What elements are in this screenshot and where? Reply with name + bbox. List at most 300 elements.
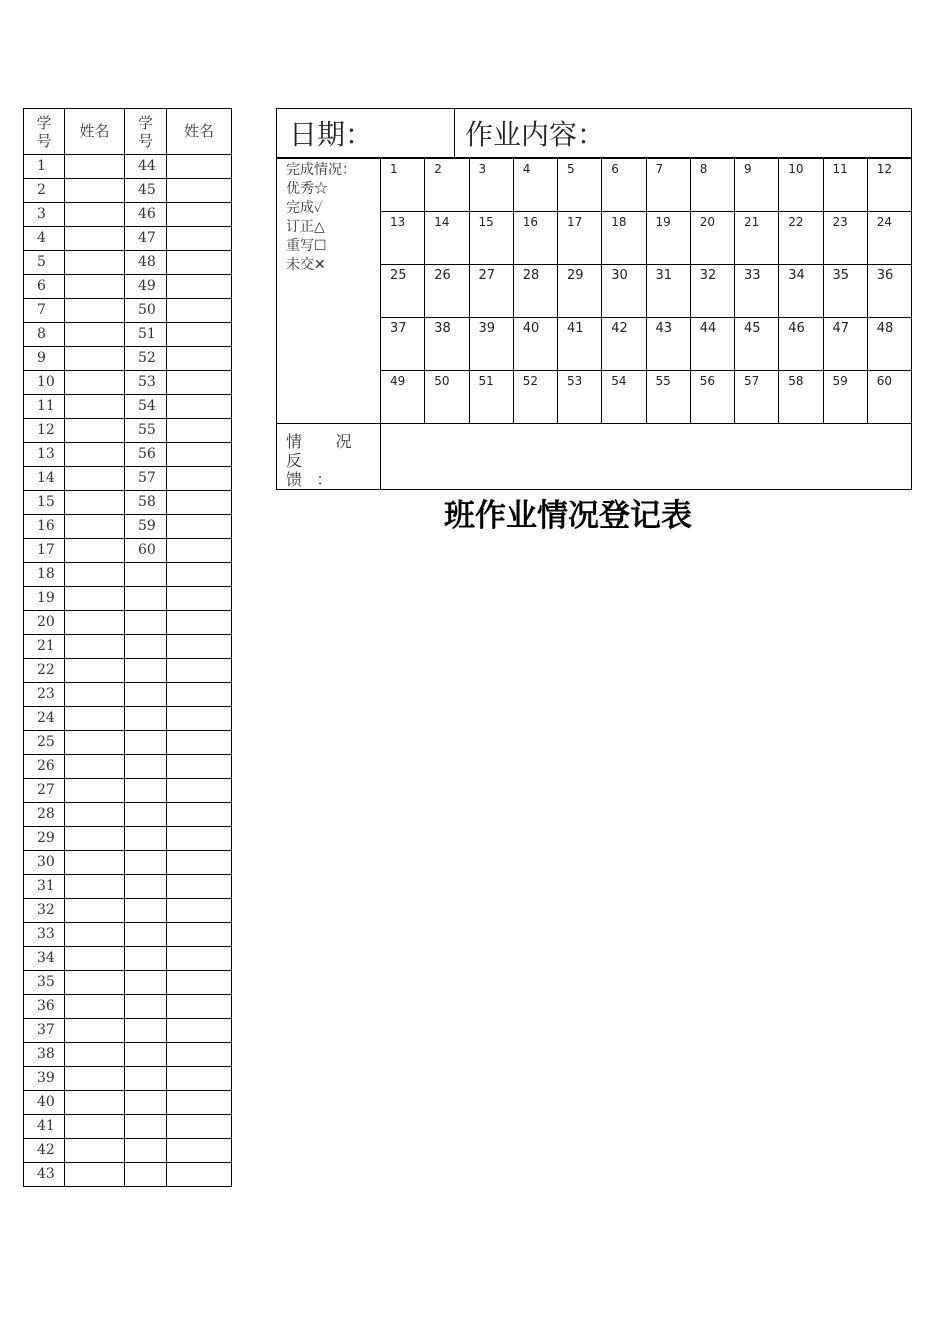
table-row	[24, 779, 232, 803]
student-number-label: 34	[788, 268, 805, 283]
student-name-cell[interactable]	[167, 395, 232, 419]
student-status-cell[interactable]	[381, 371, 425, 424]
student-status-cell[interactable]	[425, 318, 469, 371]
student-name-cell[interactable]	[65, 371, 125, 395]
student-number-cell: 10	[24, 371, 65, 395]
student-number-cell: 35	[24, 971, 65, 995]
student-name-cell[interactable]	[167, 491, 232, 515]
student-name-cell[interactable]	[65, 443, 125, 467]
student-name-cell[interactable]	[65, 971, 125, 995]
student-name-cell[interactable]	[65, 1115, 125, 1139]
student-status-cell[interactable]	[558, 212, 602, 265]
table-row	[24, 1019, 232, 1043]
student-status-cell[interactable]	[646, 159, 690, 212]
table-row	[24, 299, 232, 323]
student-status-cell[interactable]	[602, 318, 646, 371]
student-status-cell[interactable]	[513, 212, 557, 265]
student-name-cell[interactable]	[167, 1163, 232, 1187]
student-status-cell[interactable]	[425, 371, 469, 424]
student-status-cell[interactable]	[381, 318, 425, 371]
student-status-cell[interactable]	[779, 318, 823, 371]
student-number-cell: 22	[24, 659, 65, 683]
student-number-cell: 12	[24, 419, 65, 443]
student-name-cell[interactable]	[167, 659, 232, 683]
table-row	[24, 395, 232, 419]
student-number-label: 53	[567, 374, 583, 388]
student-name-cell[interactable]	[65, 707, 125, 731]
student-name-cell[interactable]	[65, 827, 125, 851]
student-status-cell[interactable]	[867, 265, 911, 318]
student-status-cell[interactable]	[381, 159, 425, 212]
student-number-label: 6	[611, 162, 619, 176]
student-name-cell[interactable]	[167, 1139, 232, 1163]
student-number-label: 8	[699, 162, 708, 176]
student-number-label: 2	[434, 162, 442, 176]
student-status-cell[interactable]	[867, 159, 911, 212]
table-row	[24, 875, 232, 899]
student-name-cell[interactable]	[167, 155, 232, 179]
table-row	[24, 755, 232, 779]
student-name-cell[interactable]	[65, 323, 125, 347]
student-number-label: 5	[567, 162, 575, 176]
student-name-cell[interactable]	[167, 203, 232, 227]
student-name-cell[interactable]	[167, 563, 232, 587]
student-status-cell[interactable]	[513, 159, 557, 212]
student-status-cell[interactable]	[602, 212, 646, 265]
student-number-cell: 59	[125, 515, 167, 539]
student-number-cell: 27	[24, 779, 65, 803]
student-name-cell[interactable]	[65, 515, 125, 539]
completion-grid	[276, 158, 912, 490]
student-number-cell	[125, 947, 167, 971]
table-row	[24, 1139, 232, 1163]
student-status-cell[interactable]	[823, 318, 867, 371]
student-status-cell[interactable]	[646, 265, 690, 318]
student-name-cell[interactable]	[167, 923, 232, 947]
student-name-cell[interactable]	[65, 299, 125, 323]
student-number-cell	[125, 707, 167, 731]
student-number-cell: 8	[24, 323, 65, 347]
table-row	[24, 851, 232, 875]
table-row	[24, 1067, 232, 1091]
roster-header-row	[24, 109, 232, 155]
student-status-cell[interactable]	[823, 371, 867, 424]
student-number-cell	[125, 803, 167, 827]
student-number-label: 15	[478, 215, 494, 229]
student-name-cell[interactable]	[167, 779, 232, 803]
student-name-cell[interactable]	[167, 467, 232, 491]
student-number-cell: 51	[125, 323, 167, 347]
student-status-cell[interactable]	[469, 318, 513, 371]
table-row	[24, 971, 232, 995]
student-name-cell[interactable]	[65, 923, 125, 947]
student-status-cell[interactable]	[469, 265, 513, 318]
student-name-cell[interactable]	[167, 899, 232, 923]
homework-content-field[interactable]: 作业内容：	[465, 118, 606, 151]
student-number-label: 10	[788, 162, 804, 176]
student-number-cell: 48	[125, 251, 167, 275]
student-name-cell[interactable]	[65, 419, 125, 443]
table-row	[24, 659, 232, 683]
student-number-label: 28	[522, 268, 540, 283]
student-number-label: 13	[390, 215, 406, 229]
student-name-cell[interactable]	[65, 803, 125, 827]
student-number-header: 学号	[125, 109, 167, 155]
table-row	[24, 275, 232, 299]
table-row	[24, 155, 232, 179]
student-number-label: 48	[876, 321, 894, 336]
student-number-cell: 23	[24, 683, 65, 707]
homework-record-table	[276, 108, 912, 490]
student-number-cell: 15	[24, 491, 65, 515]
student-number-cell	[125, 851, 167, 875]
student-number-cell: 44	[125, 155, 167, 179]
table-row	[24, 539, 232, 563]
student-number-cell: 40	[24, 1091, 65, 1115]
student-name-cell[interactable]	[65, 683, 125, 707]
student-number-label: 47	[832, 321, 850, 336]
student-status-cell[interactable]	[469, 159, 513, 212]
student-number-label: 20	[699, 215, 716, 229]
student-number-cell: 19	[24, 587, 65, 611]
student-number-cell	[125, 611, 167, 635]
student-name-cell[interactable]	[167, 251, 232, 275]
student-number-cell: 26	[24, 755, 65, 779]
student-name-cell[interactable]	[167, 827, 232, 851]
student-number-cell: 53	[125, 371, 167, 395]
student-status-cell[interactable]	[646, 371, 690, 424]
student-number-label: 54	[611, 374, 627, 388]
student-name-cell[interactable]	[65, 1091, 125, 1115]
student-status-cell[interactable]	[779, 212, 823, 265]
student-name-cell[interactable]	[167, 707, 232, 731]
legend-item: 完成✓	[286, 200, 324, 216]
student-status-cell[interactable]	[558, 318, 602, 371]
student-number-label: 14	[434, 215, 450, 229]
student-name-cell[interactable]	[167, 1091, 232, 1115]
student-status-cell[interactable]	[735, 371, 779, 424]
student-number-label: 19	[655, 215, 671, 229]
table-row	[24, 827, 232, 851]
student-number-cell	[125, 875, 167, 899]
table-row	[24, 251, 232, 275]
student-number-label: 33	[744, 268, 761, 283]
student-number-label: 26	[434, 268, 451, 283]
student-number-cell	[125, 1139, 167, 1163]
student-status-cell[interactable]	[425, 265, 469, 318]
student-number-cell: 25	[24, 731, 65, 755]
student-number-cell: 50	[125, 299, 167, 323]
student-number-cell	[125, 635, 167, 659]
student-name-cell[interactable]	[167, 371, 232, 395]
student-name-cell[interactable]	[65, 275, 125, 299]
student-name-cell[interactable]	[167, 227, 232, 251]
student-status-cell[interactable]	[867, 318, 911, 371]
student-number-cell: 32	[24, 899, 65, 923]
table-row	[24, 899, 232, 923]
student-number-label: 44	[699, 321, 717, 336]
table-row	[24, 1091, 232, 1115]
student-status-cell[interactable]	[558, 159, 602, 212]
student-name-cell[interactable]	[65, 347, 125, 371]
student-name-cell[interactable]	[65, 995, 125, 1019]
student-number-cell: 46	[125, 203, 167, 227]
student-number-cell: 28	[24, 803, 65, 827]
student-number-cell: 16	[24, 515, 65, 539]
student-number-cell: 20	[24, 611, 65, 635]
student-number-label: 21	[744, 215, 760, 229]
student-number-cell: 47	[125, 227, 167, 251]
student-number-label: 3	[478, 162, 487, 176]
student-status-cell[interactable]	[690, 159, 734, 212]
student-name-cell[interactable]	[65, 563, 125, 587]
student-number-label: 45	[744, 321, 761, 336]
student-name-cell[interactable]	[65, 731, 125, 755]
student-status-cell[interactable]	[735, 159, 779, 212]
student-status-cell[interactable]	[779, 159, 823, 212]
student-status-cell[interactable]	[602, 159, 646, 212]
student-number-cell: 34	[24, 947, 65, 971]
student-status-cell[interactable]	[779, 371, 823, 424]
page-title: 班作业情况登记表	[444, 498, 692, 534]
student-name-cell[interactable]	[65, 491, 125, 515]
student-number-cell	[125, 995, 167, 1019]
student-number-label: 17	[567, 215, 583, 229]
student-name-cell[interactable]	[65, 1163, 125, 1187]
student-status-cell[interactable]	[690, 212, 734, 265]
student-name-cell[interactable]	[167, 299, 232, 323]
table-row	[24, 635, 232, 659]
student-name-cell[interactable]	[167, 1019, 232, 1043]
student-name-cell[interactable]	[65, 467, 125, 491]
student-number-cell: 4	[24, 227, 65, 251]
student-number-label: 32	[699, 268, 717, 283]
student-status-cell[interactable]	[735, 265, 779, 318]
student-number-cell: 9	[24, 347, 65, 371]
student-number-label: 12	[876, 162, 893, 176]
student-number-cell: 31	[24, 875, 65, 899]
student-number-cell: 43	[24, 1163, 65, 1187]
student-number-cell	[125, 1115, 167, 1139]
student-number-cell: 56	[125, 443, 167, 467]
student-number-label: 58	[788, 374, 804, 388]
student-name-cell[interactable]	[167, 755, 232, 779]
feedback-label-text: 情况反馈：	[286, 432, 366, 489]
student-name-cell[interactable]	[167, 1067, 232, 1091]
student-status-cell[interactable]	[602, 371, 646, 424]
student-number-cell: 57	[125, 467, 167, 491]
student-number-cell: 7	[24, 299, 65, 323]
student-number-label: 16	[522, 215, 539, 229]
student-number-label: 49	[390, 374, 406, 388]
student-status-cell[interactable]	[735, 318, 779, 371]
student-roster-table	[23, 108, 232, 1187]
student-name-cell[interactable]	[65, 203, 125, 227]
student-name-cell[interactable]	[65, 611, 125, 635]
student-number-label: 40	[522, 321, 540, 336]
table-row	[24, 947, 232, 971]
student-status-cell[interactable]	[469, 371, 513, 424]
student-name-cell[interactable]	[65, 1019, 125, 1043]
student-name-cell[interactable]	[167, 875, 232, 899]
student-number-cell: 36	[24, 995, 65, 1019]
student-status-cell[interactable]	[690, 265, 734, 318]
student-name-cell[interactable]	[167, 587, 232, 611]
student-name-cell[interactable]	[65, 779, 125, 803]
student-number-label: 23	[832, 215, 848, 229]
student-name-cell[interactable]	[65, 659, 125, 683]
student-number-cell	[125, 923, 167, 947]
student-status-cell[interactable]	[823, 265, 867, 318]
table-row	[24, 683, 232, 707]
student-number-cell	[125, 1163, 167, 1187]
student-name-cell[interactable]	[65, 755, 125, 779]
student-number-label: 35	[832, 268, 850, 283]
legend-item: 重写☐	[286, 238, 327, 254]
student-name-cell[interactable]	[167, 995, 232, 1019]
student-status-cell[interactable]	[558, 371, 602, 424]
student-name-cell[interactable]	[65, 1139, 125, 1163]
student-name-cell[interactable]	[167, 539, 232, 563]
student-number-label: 46	[788, 321, 805, 336]
student-status-cell[interactable]	[646, 318, 690, 371]
student-name-cell[interactable]	[65, 635, 125, 659]
table-row	[24, 467, 232, 491]
date-field[interactable]: 日期：	[277, 109, 455, 157]
table-row	[24, 203, 232, 227]
student-name-cell[interactable]	[167, 443, 232, 467]
table-row	[24, 1043, 232, 1067]
student-number-cell: 5	[24, 251, 65, 275]
student-name-cell[interactable]	[65, 155, 125, 179]
student-status-cell[interactable]	[690, 371, 734, 424]
student-name-cell[interactable]	[65, 1043, 125, 1067]
student-name-cell[interactable]	[167, 635, 232, 659]
student-name-cell[interactable]	[65, 947, 125, 971]
student-status-cell[interactable]	[602, 265, 646, 318]
student-name-cell[interactable]	[167, 611, 232, 635]
student-name-cell[interactable]	[167, 803, 232, 827]
student-name-cell[interactable]	[167, 851, 232, 875]
student-status-cell[interactable]	[425, 159, 469, 212]
student-number-cell	[125, 1043, 167, 1067]
table-row	[24, 803, 232, 827]
table-row	[24, 731, 232, 755]
table-row	[24, 587, 232, 611]
student-status-cell[interactable]	[425, 212, 469, 265]
completion-legend	[277, 159, 381, 424]
table-row	[24, 179, 232, 203]
student-status-cell[interactable]	[381, 265, 425, 318]
student-number-label: 31	[655, 268, 673, 283]
table-row	[24, 323, 232, 347]
student-status-cell[interactable]	[779, 265, 823, 318]
student-number-cell: 29	[24, 827, 65, 851]
student-name-cell[interactable]	[65, 587, 125, 611]
student-status-cell[interactable]	[513, 318, 557, 371]
table-row	[24, 347, 232, 371]
student-name-cell[interactable]	[167, 275, 232, 299]
student-status-cell[interactable]	[646, 212, 690, 265]
table-row	[24, 995, 232, 1019]
student-name-cell[interactable]	[167, 683, 232, 707]
student-number-label: 60	[876, 374, 893, 388]
table-row	[24, 419, 232, 443]
student-status-cell[interactable]	[690, 318, 734, 371]
student-number-cell: 52	[125, 347, 167, 371]
student-number-label: 41	[567, 321, 584, 336]
student-name-cell[interactable]	[167, 179, 232, 203]
student-number-cell	[125, 1091, 167, 1115]
student-number-label: 37	[390, 321, 407, 336]
student-name-cell[interactable]	[167, 323, 232, 347]
student-number-cell: 17	[24, 539, 65, 563]
student-name-cell[interactable]	[65, 851, 125, 875]
table-row	[24, 227, 232, 251]
student-name-header: 姓名	[167, 109, 232, 155]
student-name-cell[interactable]	[167, 947, 232, 971]
student-name-cell[interactable]	[167, 1115, 232, 1139]
table-row	[24, 563, 232, 587]
student-name-cell[interactable]	[65, 1067, 125, 1091]
student-status-cell[interactable]	[867, 212, 911, 265]
student-name-cell[interactable]	[65, 251, 125, 275]
student-status-cell[interactable]	[867, 371, 911, 424]
student-name-cell[interactable]	[65, 227, 125, 251]
student-name-cell[interactable]	[65, 875, 125, 899]
student-number-label: 29	[567, 268, 584, 283]
student-number-label: 50	[434, 374, 450, 388]
student-name-cell[interactable]	[167, 1043, 232, 1067]
student-status-cell[interactable]	[735, 212, 779, 265]
student-status-cell[interactable]	[823, 159, 867, 212]
student-name-cell[interactable]	[65, 899, 125, 923]
student-number-cell: 24	[24, 707, 65, 731]
student-status-cell[interactable]	[469, 212, 513, 265]
student-number-label: 27	[478, 268, 496, 283]
student-status-cell[interactable]	[558, 265, 602, 318]
student-name-cell[interactable]	[65, 539, 125, 563]
student-name-cell[interactable]	[167, 731, 232, 755]
legend-item: 订正△	[286, 219, 325, 235]
student-number-label: 22	[788, 215, 804, 229]
grid-row	[277, 159, 912, 212]
student-name-cell[interactable]	[167, 419, 232, 443]
student-number-label: 7	[655, 162, 664, 176]
student-name-cell[interactable]	[65, 395, 125, 419]
student-status-cell[interactable]	[381, 212, 425, 265]
student-status-cell[interactable]	[823, 212, 867, 265]
student-status-cell[interactable]	[513, 371, 557, 424]
legend-item: 未交✕	[286, 257, 326, 273]
student-number-cell	[125, 731, 167, 755]
table-row	[24, 371, 232, 395]
student-name-cell[interactable]	[167, 971, 232, 995]
student-number-cell	[125, 587, 167, 611]
table-row	[24, 1163, 232, 1187]
table-row	[24, 443, 232, 467]
student-name-cell[interactable]	[65, 179, 125, 203]
student-status-cell[interactable]	[513, 265, 557, 318]
student-name-cell[interactable]	[167, 515, 232, 539]
student-number-header: 学号	[24, 109, 65, 155]
student-number-label: 56	[699, 374, 716, 388]
feedback-field[interactable]	[381, 424, 912, 490]
student-number-label: 24	[876, 215, 893, 229]
legend-title: 完成情况：	[286, 162, 356, 178]
student-name-cell[interactable]	[167, 347, 232, 371]
student-number-cell	[125, 971, 167, 995]
